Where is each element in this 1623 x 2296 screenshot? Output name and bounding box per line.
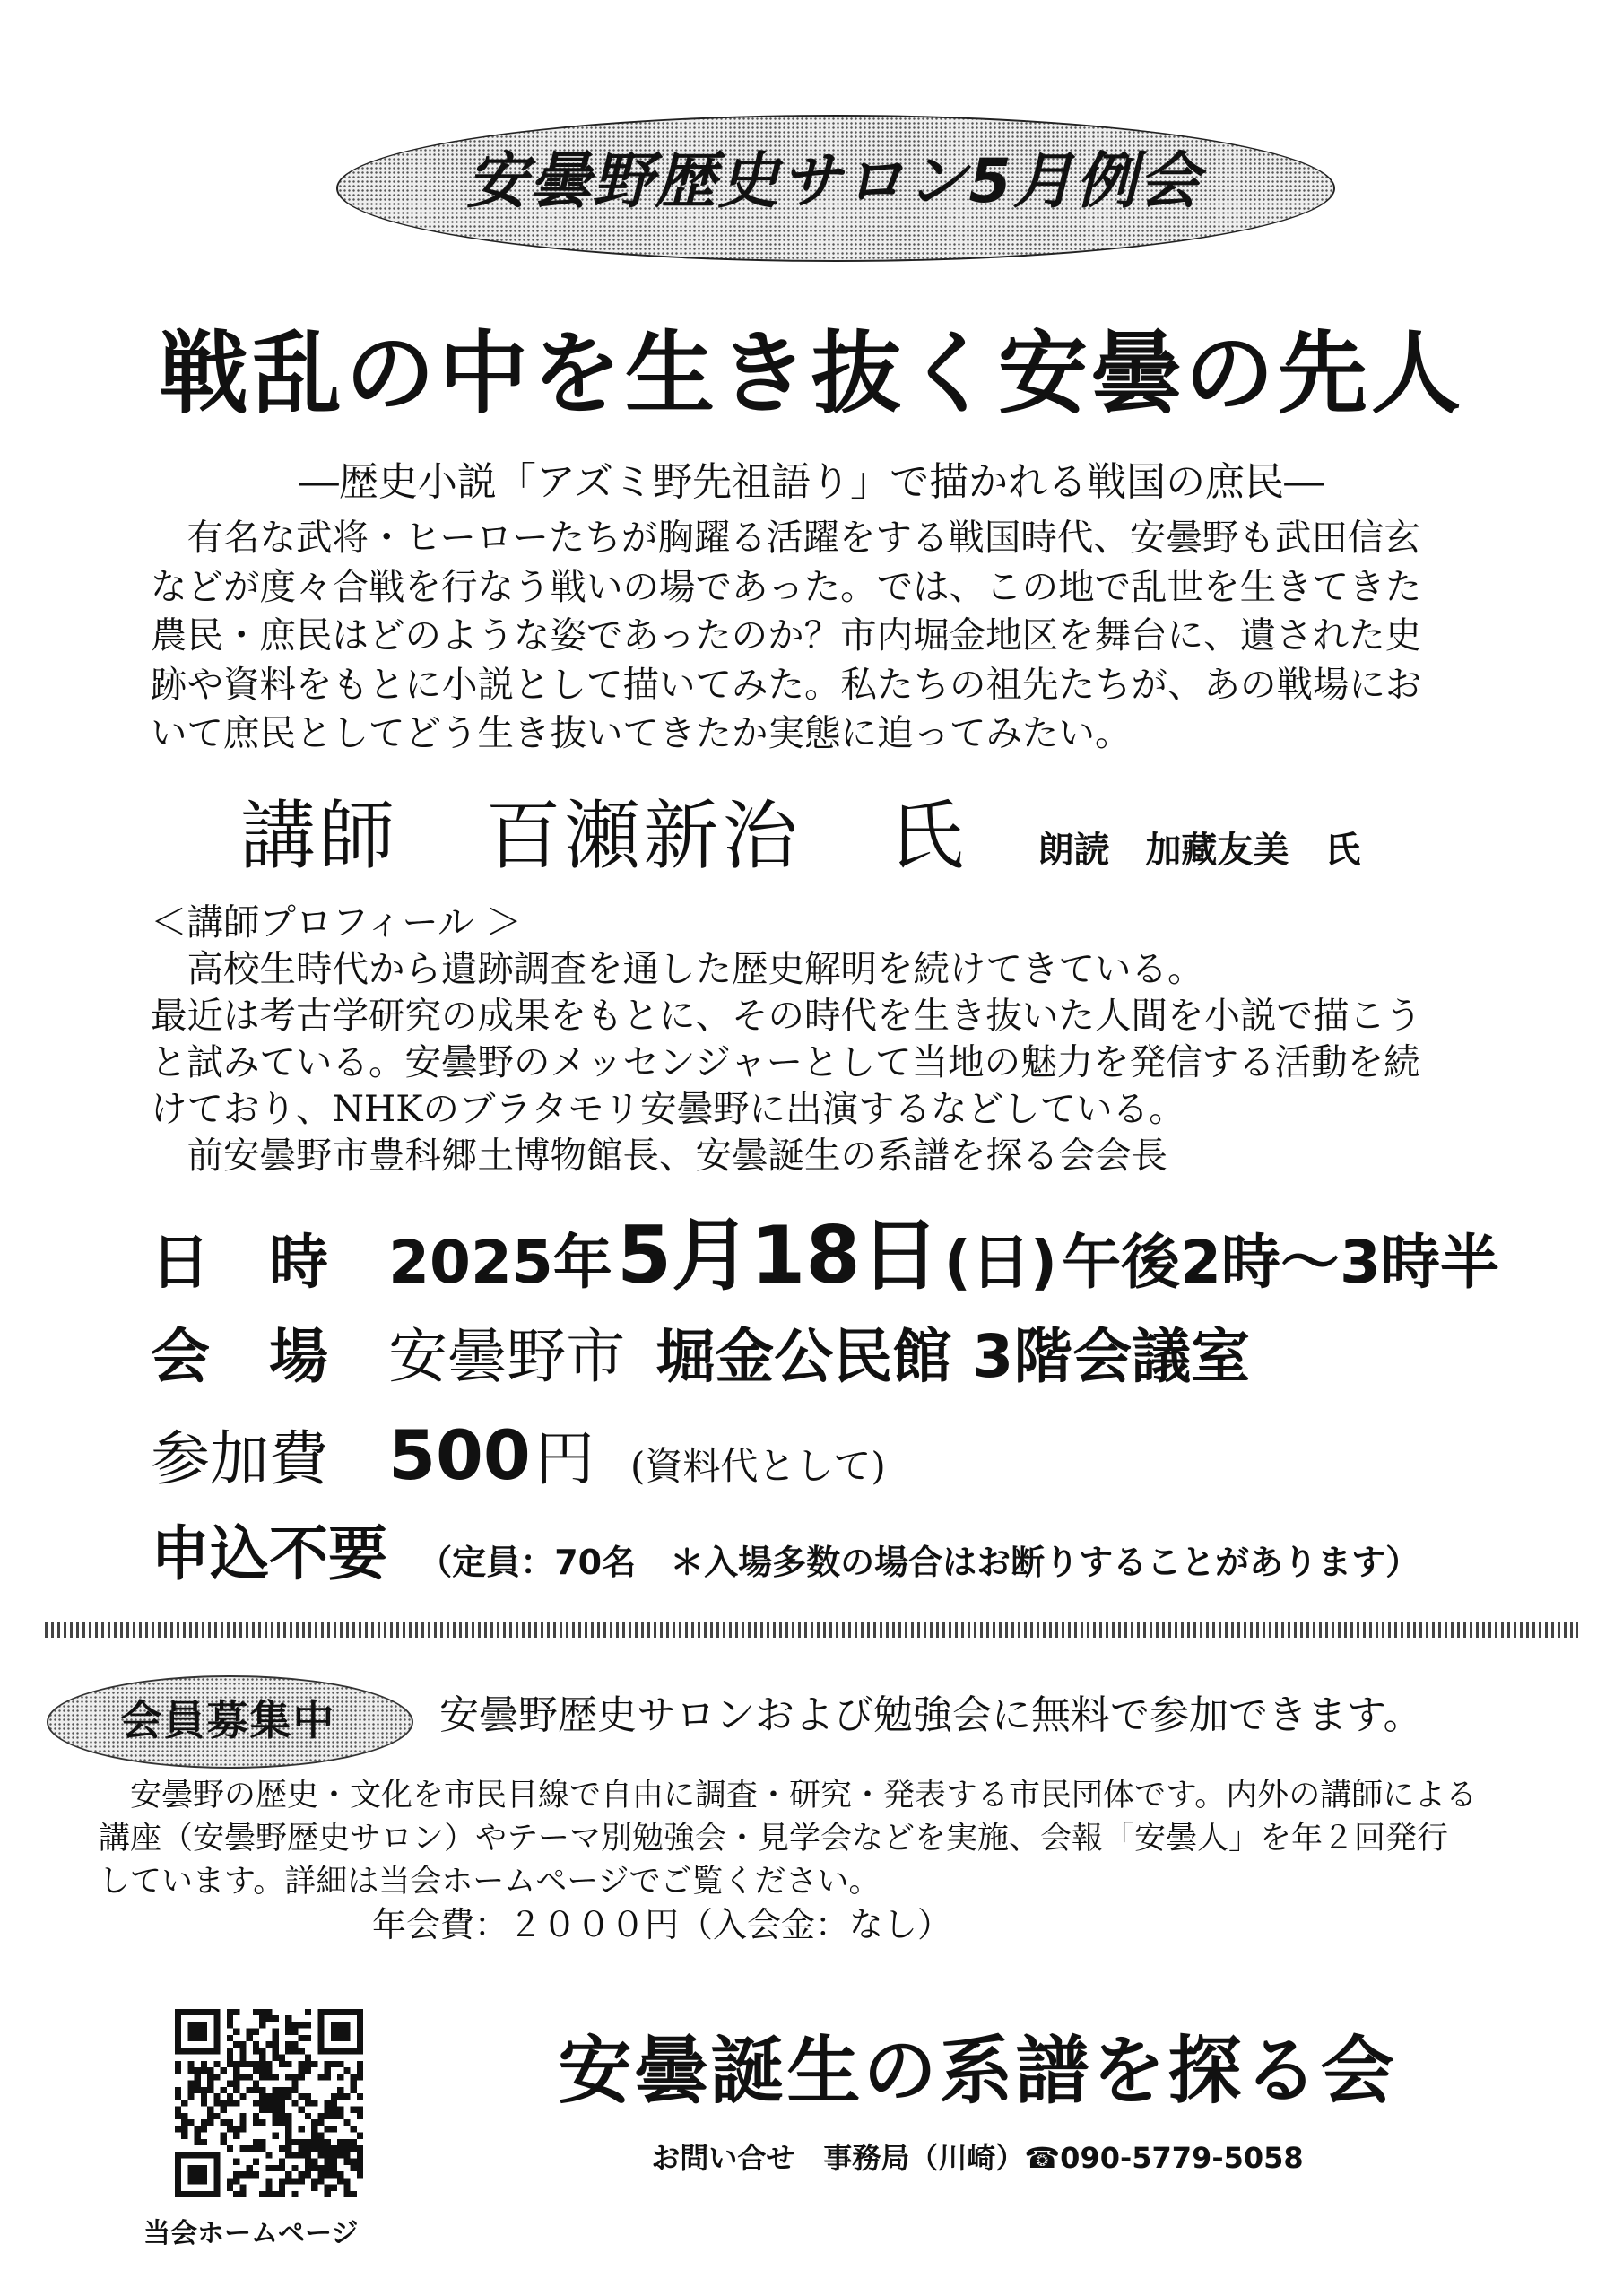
section-divider [45, 1622, 1578, 1638]
membership-description [99, 1774, 1569, 1903]
date-year: 2025年 [388, 1228, 612, 1297]
reader-honorific: 氏 [1324, 830, 1361, 871]
organization-name: 安曇誕生の系譜を探る会 [558, 2029, 1397, 2114]
fee-label: 参加費 [151, 1424, 328, 1493]
lecturer-name: 百瀬新治 [485, 792, 802, 880]
intro-line: 有名な武将・ヒーローたちが胸躍る活躍をする戦国時代、安曇野も武田信玄 [151, 516, 1420, 559]
series-title: 安曇野歴史サロン5月例会 [466, 146, 1202, 217]
venue-label: 会 場 [151, 1322, 328, 1391]
membership-lead: 安曇野歴史サロンおよび勉強会に無料で参加できます。 [439, 1692, 1423, 1738]
intro-line: いて庶民としてどう生き抜いてきたか実態に迫ってみたい。 [151, 711, 1132, 754]
membership-fee: 年会費：２０００円（入会金：なし） [372, 1905, 952, 1944]
lecturer-row [240, 782, 1360, 890]
apply-note: （定員：70名 ＊入場多数の場合はお断りすることがあります） [418, 1543, 1420, 1582]
profile-line: けており、NHKのブラタモリ安曇野に出演するなどしている。 [151, 1087, 1185, 1130]
intro-line: などが度々合戦を行なう戦いの場であった。では、この地で乱世を生きてきた [151, 564, 1422, 608]
profile-line: と試みている。安曇野のメッセンジャーとして当地の魅力を発信する活動を続 [151, 1040, 1420, 1083]
profile-line: 前安曇野市豊科郷土博物館長、安曇誕生の系譜を探る会会長 [151, 1134, 1167, 1177]
qr-caption: 当会ホームページ [143, 2218, 359, 2249]
lecturer-label: 講師 [240, 792, 399, 880]
date-weekday: (日) [943, 1228, 1058, 1297]
intro-paragraph [151, 513, 1532, 758]
apply-label: 申込不要 [151, 1519, 387, 1588]
fee-note: (資料代として) [630, 1444, 886, 1488]
subtitle: ―歴史小説「アズミ野先祖語り」で描かれる戦国の庶民― [299, 459, 1324, 505]
date-row [151, 1202, 1499, 1309]
qr-code[interactable] [175, 2009, 363, 2197]
profile-line: 高校生時代から遺跡調査を通した歴史解明を続けてきている。 [151, 947, 1204, 990]
reader-label: 朗読 [1037, 830, 1110, 871]
membership-desc-line: しています。詳細は当会ホームページでご覧ください。 [99, 1864, 881, 1900]
date-time: 午後2時～3時半 [1062, 1228, 1499, 1297]
venue-place: 堀金公民館 3階会議室 [655, 1322, 1251, 1391]
membership-desc-line: 安曇野の歴史・文化を市民目線で自由に調査・研究・発表する市民団体です。内外の講師による [99, 1778, 1478, 1813]
main-title: 戦乱の中を生き抜く安曇の先人 [159, 321, 1464, 426]
reader-name: 加藏友美 [1145, 830, 1289, 871]
contact-info: お問い合せ 事務局（川崎）☎090-5779-5058 [651, 2141, 1304, 2175]
intro-line: 跡や資料をもとに小説として描いてみた。私たちの祖先たちが、あの戦場にお [151, 662, 1422, 706]
venue-city: 安曇野市 [388, 1322, 626, 1391]
profile-heading: ＜講師プロフィール ＞ [151, 900, 522, 944]
profile-line: 最近は考古学研究の成果をもとに、その時代を生き抜いた人間を小説で描こう [151, 994, 1422, 1037]
intro-line: 農民・庶民はどのような姿であったのか？市内堀金地区を舞台に、遺された史 [151, 613, 1422, 657]
date-monthday: 5月18日 [616, 1209, 940, 1301]
membership-badge: 会員募集中 [120, 1696, 336, 1744]
date-label: 日 時 [151, 1228, 328, 1297]
membership-desc-line: 講座（安曇野歴史サロン）やテーマ別勉強会・見学会などを実施、会報「安曇人」を年２回発行 [99, 1821, 1449, 1857]
fee-unit: 円 [534, 1424, 595, 1493]
lecturer-honorific: 氏 [888, 792, 968, 880]
lecturer-profile [151, 899, 1532, 1178]
apply-row [151, 1505, 1419, 1604]
fee-amount: 500 [388, 1415, 531, 1495]
venue-row [151, 1308, 1250, 1406]
fee-row [151, 1406, 886, 1505]
